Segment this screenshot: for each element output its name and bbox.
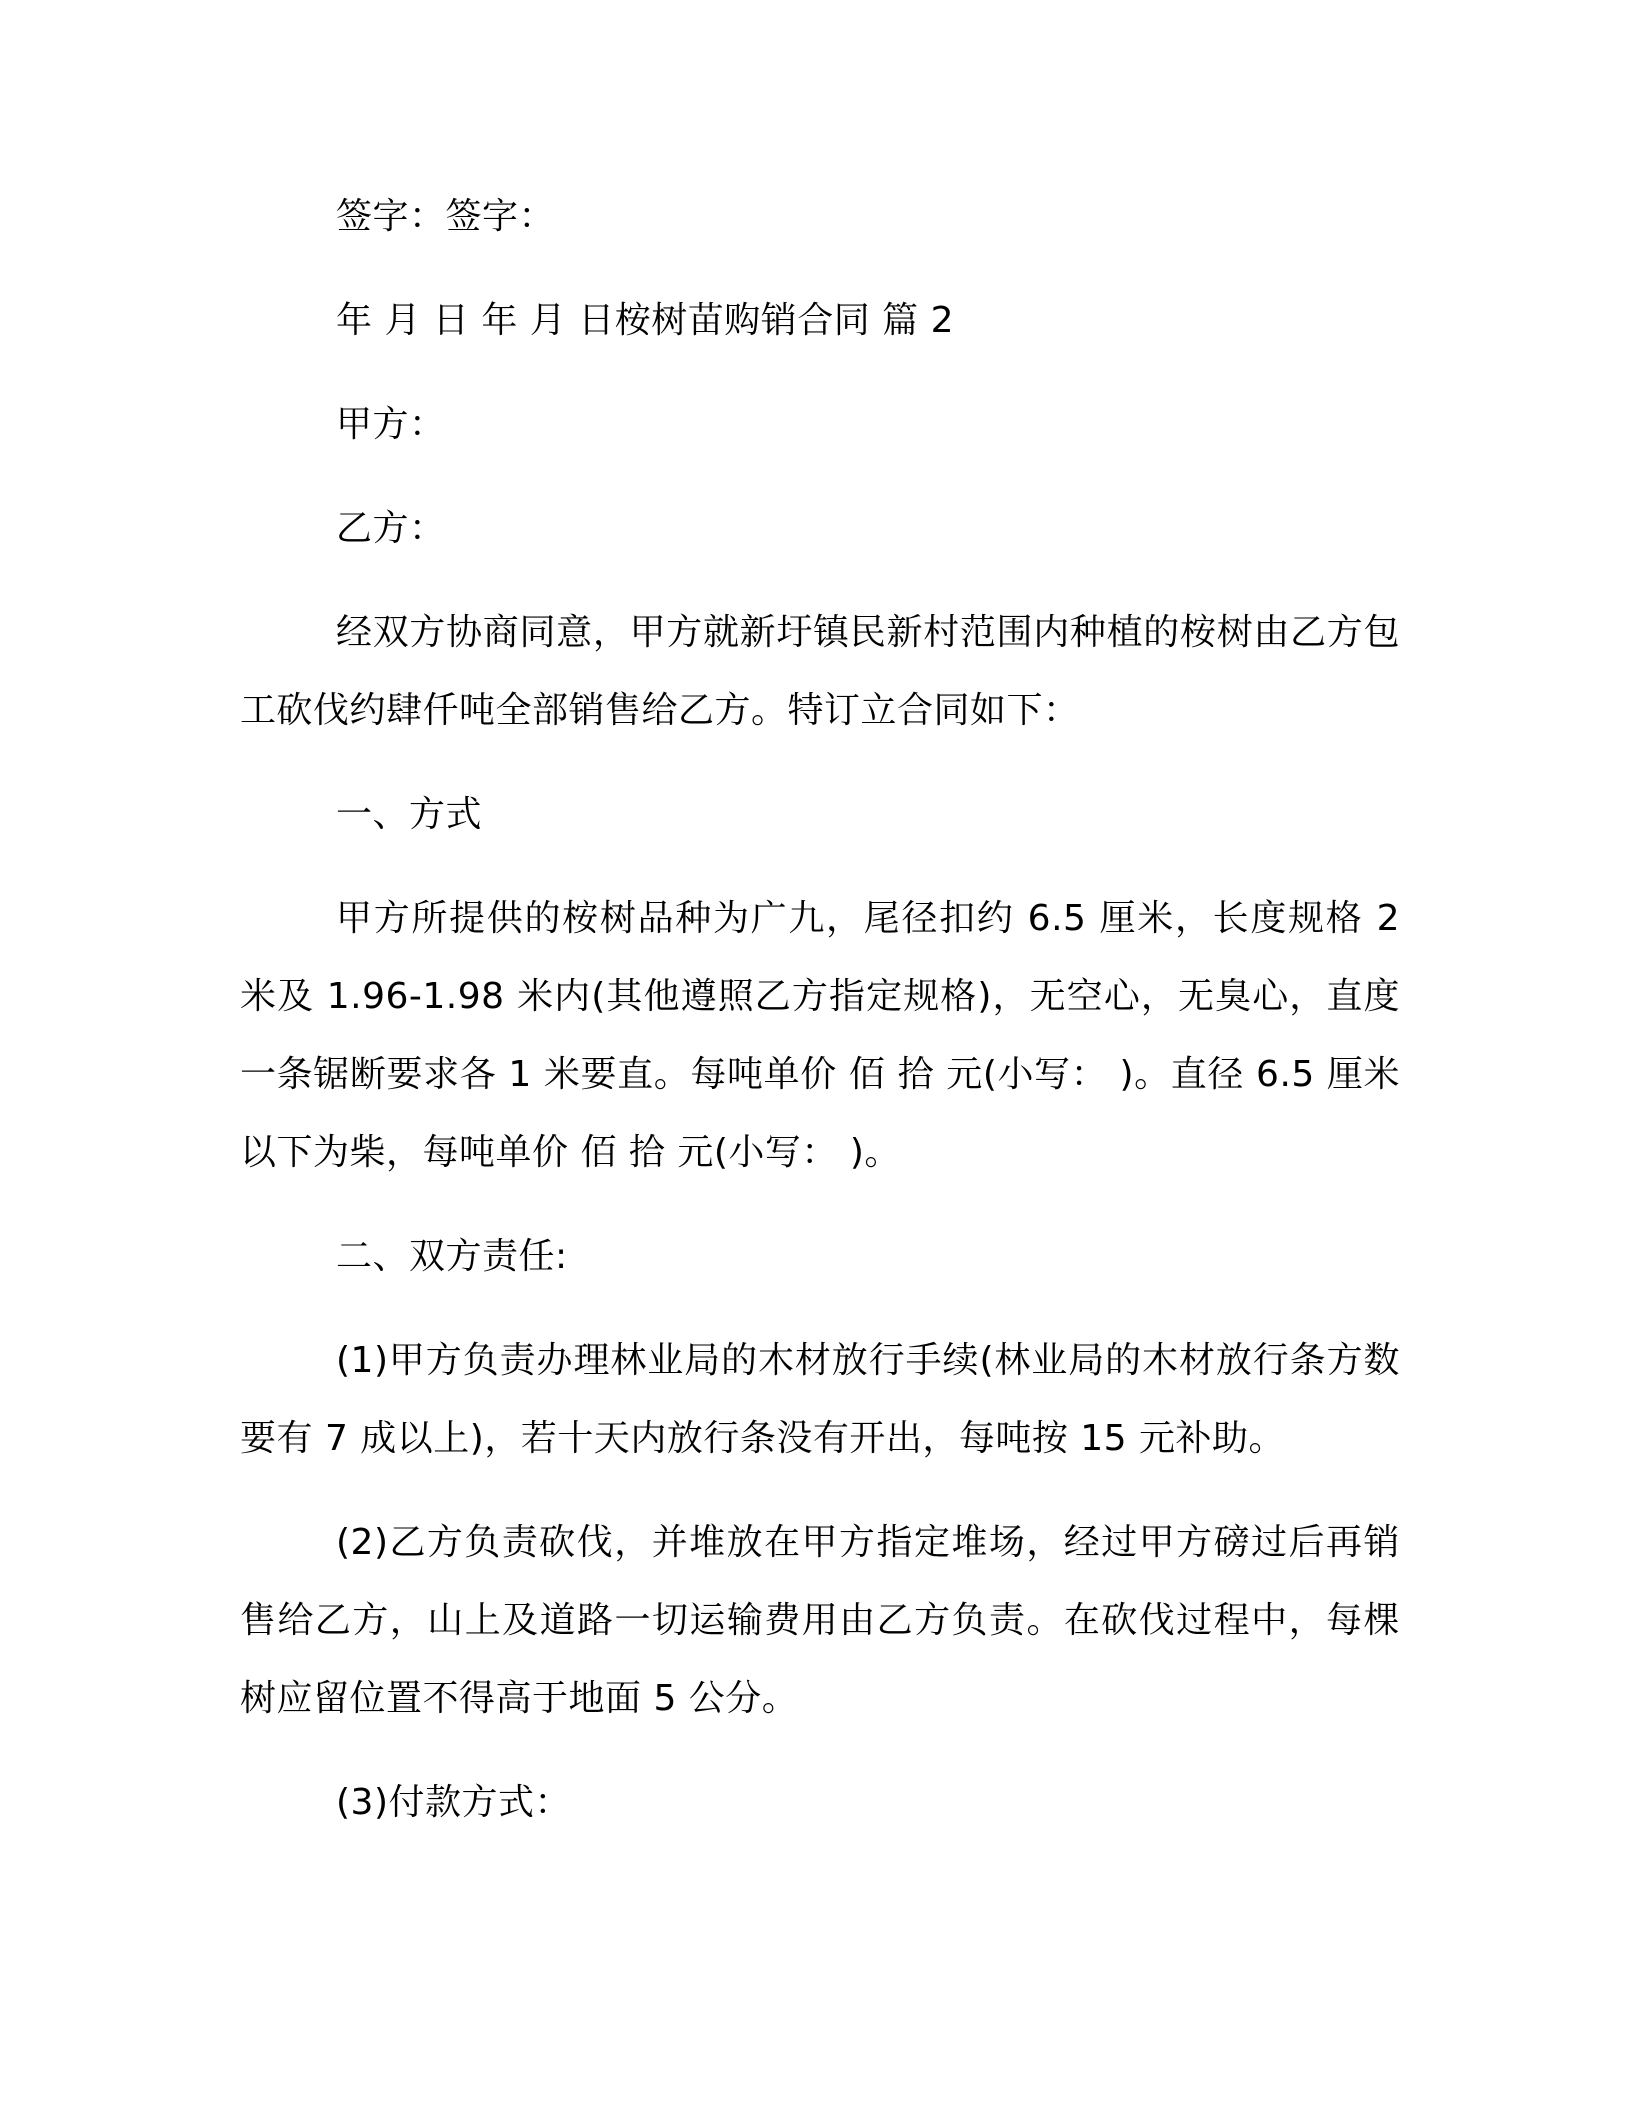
signature-line: 签字：签字：: [336, 196, 556, 237]
clause-1: (1)甲方负责办理林业局的木材放行手续(林业局的木材放行条方数要有 7 成以上)，若十天内放行条没有开出，每吨按 15 元补助。: [240, 1340, 1400, 1459]
intro-paragraph: 经双方协商同意，甲方就新圩镇民新村范围内种植的桉树由乙方包工砍伐约肆仟吨全部销售给乙方。特订立合同如下：: [240, 612, 1400, 731]
party-b-label: 乙方：: [336, 508, 446, 549]
clause-3: (3)付款方式：: [336, 1782, 571, 1823]
section1-heading: 一、方式: [336, 794, 483, 835]
section1-body: 甲方所提供的桉树品种为广九，尾径扣约 6.5 厘米，长度规格 2 米及 1.96-1.98 米内(其他遵照乙方指定规格)，无空心，无臭心，直度一条锯断要求各 1 米要直。每吨单价 佰 拾 元(小写： )。直径 6.5 厘米以下为柴，每吨单价 佰 拾 元(小写： )。: [240, 898, 1400, 1173]
clause-2: (2)乙方负责砍伐，并堆放在甲方指定堆场，经过甲方磅过后再销售给乙方，山上及道路一切运输费用由乙方负责。在砍伐过程中，每棵树应留位置不得高于地面 5 公分。: [240, 1522, 1400, 1719]
date-title-line: 年 月 日 年 月 日桉树苗购销合同 篇 2: [336, 300, 955, 341]
section2-heading: 二、双方责任:: [336, 1236, 568, 1277]
party-a-label: 甲方：: [336, 404, 446, 445]
